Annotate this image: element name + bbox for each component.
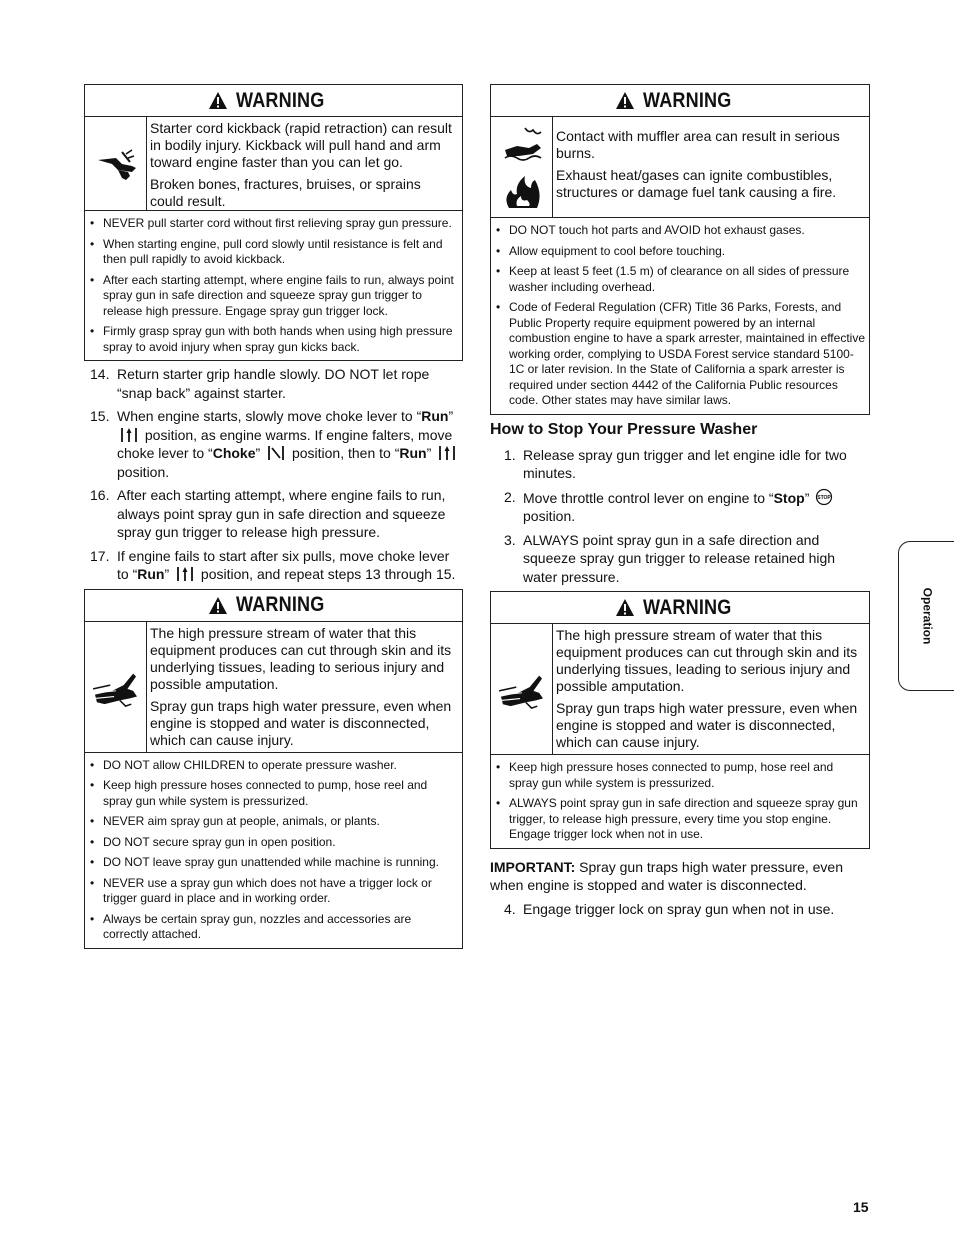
list-item: • Keep at least 5 feet (1.5 m) of clearance on all sides of pressure washer including overhead. <box>509 264 865 295</box>
stop-step-1: 1. Release spray gun trigger and let engine idle for two minutes. <box>504 446 847 481</box>
warning-header <box>491 85 869 117</box>
high-pressure-warning <box>84 589 463 949</box>
high-pressure-warning <box>490 591 870 849</box>
hazard-text: Spray gun traps high water pressure, even when engine is stopped and water is disconnected, which can cause injury. <box>150 697 452 748</box>
fire-icon <box>499 170 545 210</box>
hazard-description <box>85 117 462 211</box>
list-item: • DO NOT leave spray gun unattended while machine is running. <box>103 855 458 871</box>
warning-title: WARNING <box>236 593 325 616</box>
precautions-list <box>85 753 462 948</box>
warning-triangle-icon <box>208 91 228 110</box>
step-16: 16. After each starting attempt, where engine fails to run, always point spray gun in safe direction and squeeze spray gun trigger to release high pressure. <box>90 487 446 540</box>
warning-header <box>85 590 462 622</box>
list-item: • NEVER pull starter cord without first relieving spray gun pressure. <box>103 216 458 232</box>
warning-triangle-icon <box>208 596 228 615</box>
stop-symbol-icon <box>815 488 833 506</box>
list-item: • Keep high pressure hoses connected to pump, hose reel and spray gun while system is pressurized. <box>103 778 458 809</box>
hazard-description <box>85 622 462 753</box>
hazard-text: Starter cord kickback (rapid retraction) can result in bodily injury. Kickback will pull hand and arm toward engine faster than you can let go. <box>150 120 452 170</box>
list-item: • Always be certain spray gun, nozzles and accessories are correctly attached. <box>103 912 458 943</box>
list-item: • DO NOT allow CHILDREN to operate pressure washer. <box>103 758 458 774</box>
left-column <box>84 84 463 949</box>
hazard-description <box>491 117 869 218</box>
hazard-text: The high pressure stream of water that this equipment produces can cut through skin and its underlying tissues, leading to serious injury and possible amputation. <box>150 624 452 692</box>
step-14: 14. Return starter grip handle slowly. DO NOT let rope “snap back” against starter. <box>90 366 430 401</box>
step-17: 17. If engine fails to start after six pulls, move choke lever to “Run” position, and repeat steps 13 through 15. <box>90 547 456 582</box>
list-item: • Keep high pressure hoses connected to pump, hose reel and spray gun while system is pressurized. <box>509 760 865 791</box>
precautions-list <box>491 755 869 848</box>
list-item: • DO NOT secure spray gun in open position. <box>103 835 458 851</box>
hazard-text: Spray gun traps high water pressure, even when engine is stopped and water is disconnected, which can cause injury. <box>556 700 858 750</box>
stop-step-3: 3. ALWAYS point spray gun in a safe direction and squeeze spray gun trigger to release retained high water pressure. <box>504 531 836 585</box>
page-number: 15 <box>853 1199 869 1215</box>
hazard-text: Contact with muffler area can result in serious burns. <box>556 128 840 161</box>
precautions-list <box>491 218 869 414</box>
run-symbol-icon <box>437 445 457 461</box>
starting-steps <box>84 365 463 584</box>
list-item: • ALWAYS point spray gun in safe direction and squeeze spray gun trigger, to release high pressure, every time you stop engine. Engage trigger lock when not in use. <box>509 796 865 843</box>
stop-step-2: 2. Move throttle control lever on engine to “Stop” position. <box>490 488 870 526</box>
list-item: • Code of Federal Regulation (CFR) Title 36 Parks, Forests, and Public Property require equipment powered by an internal combustion engine to have a spark arrester, maintained in effective working order, complying to USDA Forest service standard 5100-1C or later revision. In the State of California a spark arrester is required under section 4442 of the California Public resources code. Other states may have similar laws. <box>509 300 865 409</box>
muffler-fire-warning <box>490 84 870 415</box>
list-item: • When starting engine, pull cord slowly until resistance is felt and then pull rapidly to avoid kickback. <box>103 237 458 268</box>
list-item: • Firmly grasp spray gun with both hands when using high pressure spray to avoid injury when spray gun kicks back. <box>103 324 458 355</box>
list-item: • NEVER aim spray gun at people, animals, or plants. <box>103 814 458 830</box>
high-pressure-spray-hand-icon <box>85 622 147 752</box>
warning-title: WARNING <box>642 88 732 112</box>
starter-kickback-warning <box>84 84 463 361</box>
step-15: 15. When engine starts, slowly move choke lever to “Run” position, as engine warms. If engine falters, move choke lever to “Choke” position, then to “Run” position. <box>84 407 463 481</box>
choke-symbol-icon <box>266 445 286 461</box>
run-symbol-icon <box>119 427 139 443</box>
important-note: IMPORTANT: Spray gun traps high water pressure, even when engine is stopped and water is disconnected. <box>490 858 843 893</box>
list-item: • DO NOT touch hot parts and AVOID hot exhaust gases. <box>509 223 865 239</box>
stop-steps <box>490 446 870 587</box>
warning-header <box>491 592 869 624</box>
list-item: • NEVER use a spray gun which does not have a trigger lock or trigger guard in place and in working order. <box>103 876 458 907</box>
hot-surface-icon <box>499 124 545 164</box>
stop-step-4: 4. Engage trigger lock on spray gun when not in use. <box>504 900 835 917</box>
list-item: • After each starting attempt, where engine fails to run, always point spray gun in safe direction and squeeze spray gun trigger to release high pressure. Engage spray gun trigger lock. <box>103 273 458 320</box>
high-pressure-spray-hand-icon <box>491 624 553 754</box>
hazard-text: The high pressure stream of water that this equipment produces can cut through skin and its underlying tissues, leading to serious injury and possible amputation. <box>556 627 858 694</box>
warning-title: WARNING <box>236 88 325 112</box>
final-step <box>490 900 870 919</box>
hazard-text: Exhaust heat/gases can ignite combustibles, structures or damage fuel tank causing a fire. <box>556 167 837 200</box>
warning-title: WARNING <box>642 595 732 619</box>
right-column <box>490 84 870 923</box>
hazard-description <box>491 624 869 755</box>
stop-section-title: How to Stop Your Pressure Washer <box>490 420 758 438</box>
warning-triangle-icon <box>615 91 635 110</box>
kickback-hand-icon <box>85 117 147 210</box>
warning-triangle-icon <box>615 598 635 617</box>
run-symbol-icon <box>175 566 195 582</box>
warning-header <box>85 85 462 117</box>
hazard-text: Broken bones, fractures, bruises, or sprains could result. <box>150 176 421 209</box>
hazard-icons <box>491 117 553 217</box>
precautions-list <box>85 211 462 360</box>
section-tab-operation[interactable] <box>898 541 954 691</box>
list-item: • Allow equipment to cool before touching. <box>509 244 865 260</box>
section-tab-label: Operation <box>920 587 935 645</box>
